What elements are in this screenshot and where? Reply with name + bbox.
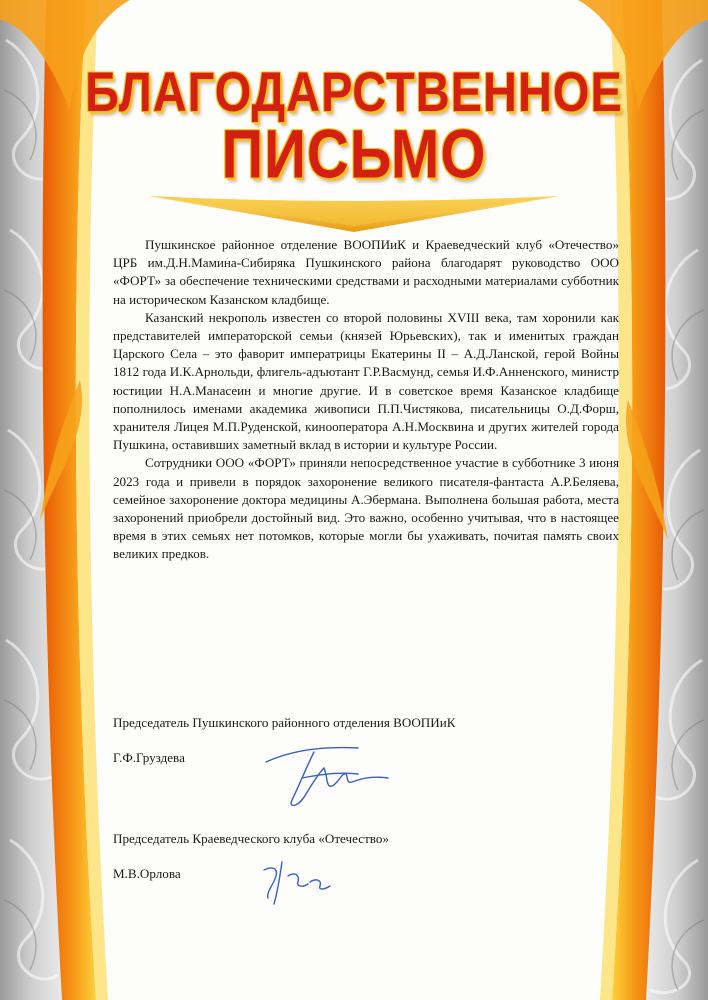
signature-1 [262, 738, 402, 818]
signatory-1-name: Г.Ф.Груздева [113, 750, 185, 765]
signatory-2-name: М.В.Орлова [113, 866, 181, 881]
title-line-1: БЛАГОДАРСТВЕННОЕ [85, 60, 623, 123]
signatory-1-position: Председатель Пушкинского районного отделения ВООПИиК [113, 715, 456, 730]
paragraph-2: Казанский некрополь известен со второй половины XVIII века, там хоронили как представителей императорской семьи (князей Юрьевских), так и именитых граждан Царского Села – это фаворит императрицы Екатерины II – А.Д.Ланской, герой Войны 1812 года И.К.Арнольди, флигель-адъютант Г.Р.Васмунд, семья И.Ф.Анненского, министр юстиции Н.А.Манасеин и многие другие. И в советское время Казанское кладбище пополнилось именами академика живописи П.П.Чистякова, писательницы О.Д.Форш, хранителя Лицея М.П.Руденской, кинооператора А.Н.Москвина и других жителей города Пушкина, оставивших заметный вклад в истории и культуре России. [113, 309, 619, 453]
signatory-2-position: Председатель Краеведческого клуба «Отечество» [113, 831, 389, 846]
signature-2 [258, 858, 348, 908]
title-line-2: ПИСЬМО [221, 116, 487, 193]
paragraph-3: Сотрудники ООО «ФОРТ» приняли непосредственное участие в субботнике 3 июня 2023 года и привели в порядок захоронение великого писателя-фантаста А.Р.Беляева, семейное захоронение доктора медицины А.Эбермана. Выполнена большая работа, места захоронений приобрели достойный вид. Это важно, особенно учитывая, что в настоящее время в этих семьях нет потомков, которые могли бы ухаживать, почитая память своих великих предков. [113, 455, 619, 562]
paragraph-1: Пушкинское районное отделение ВООПИиК и Краеведческий клуб «Отечество» ЦРБ им.Д.Н.Мамина-Сибиряка Пушкинского района благодарят руководство ООО «ФОРТ» за обеспечение техническими средствами и расходными материалами субботник на историческом Казанском кладбище. [113, 237, 619, 307]
letter-body [113, 236, 619, 564]
